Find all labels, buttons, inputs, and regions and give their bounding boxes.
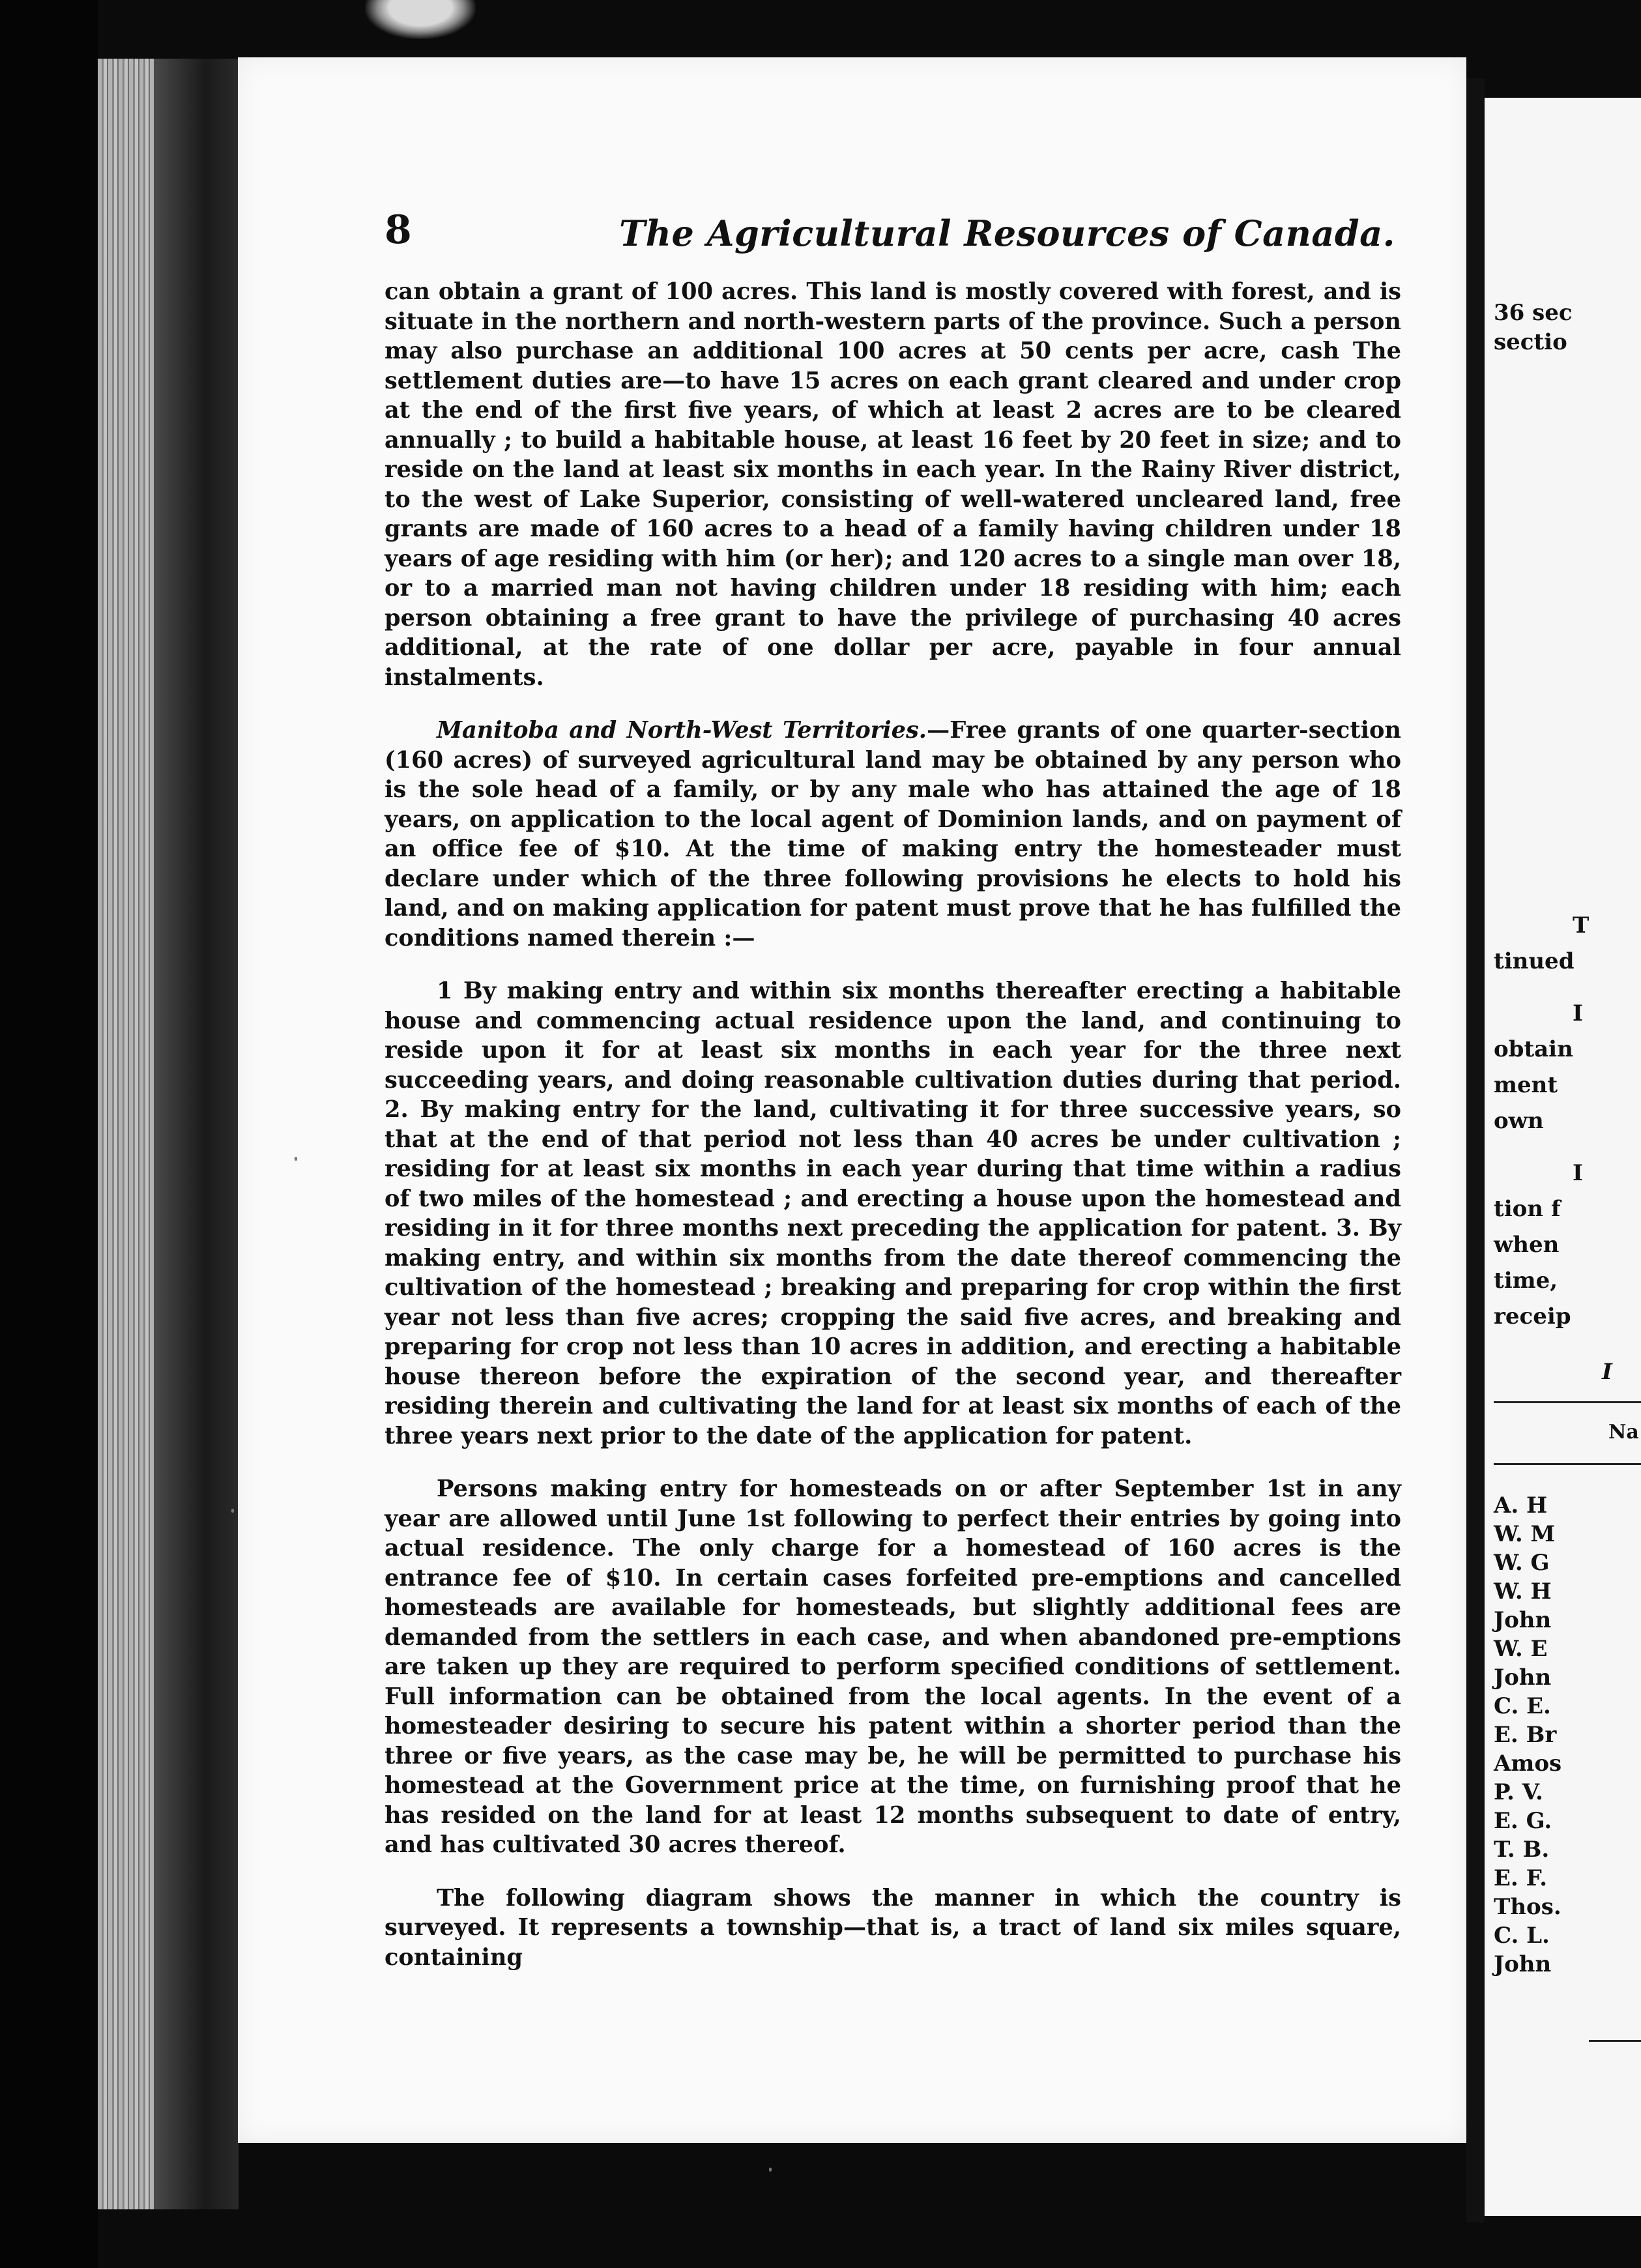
fragment-line: ment — [1494, 1072, 1558, 1098]
paragraph-ontario-grants: can obtain a grant of 100 acres. This land is mostly covered with forest, and is situate in the northern and north-western parts of the province. Such a person may also purchase an additional 100 acres at 50 cents per acre, cash The settlement duties are—to have 15 acres on each grant cleared and under crop at the end of the first five years, of which at least 2 acres are to be cleared annually ; to build a habitable house, at least 16 feet by 20 feet in size; and to reside on the land at least six months in each year. In the Rainy River district, to the west of Lake Superior, consisting of well-watered uncleared land, free grants are made of 160 acres to a head of a family having children under 18 years of age residing with him (or her); and 120 acres to a single man over 18, or to a married man not having children under 18 residing with him; each person obtaining a free grant to have the privilege of purchasing 40 acres additional, at the rate of one dollar per acre, payable in four annual instalments. — [385, 278, 1401, 691]
fragment-line: I — [1602, 1359, 1612, 1385]
table-rule-bottom — [1589, 2040, 1641, 2042]
body-text — [385, 277, 1401, 1990]
table-name-cell: E. G. — [1494, 1808, 1552, 1834]
section-heading-manitoba: Manitoba and North-West Territories. — [437, 717, 927, 744]
table-name-cell: Thos. — [1494, 1894, 1561, 1920]
table-name-cell: A. H — [1494, 1492, 1548, 1519]
fragment-line: time, — [1494, 1268, 1558, 1294]
fragment-line: when — [1494, 1232, 1560, 1258]
page-number: 8 — [385, 207, 412, 253]
table-rule-top — [1494, 1401, 1641, 1403]
scan-speck — [295, 1157, 297, 1161]
fragment-line: T — [1573, 912, 1590, 938]
fragment-line: I — [1573, 1160, 1583, 1186]
fragment-line: 36 sec — [1494, 300, 1573, 326]
fragment-line: sectio — [1494, 329, 1567, 355]
running-title: The Agricultural Resources of Canada. — [619, 212, 1395, 254]
book-gutter-right — [1466, 78, 1485, 2222]
table-name-cell: Amos — [1494, 1751, 1562, 1777]
paragraph-diagram-intro: The following diagram shows the manner in which the country is surveyed. It represents a township—that is, a tract of land six miles square, containing — [385, 1884, 1401, 1971]
table-name-cell: John — [1494, 1665, 1552, 1691]
fragment-line: own — [1494, 1108, 1544, 1134]
facing-page-fragment — [1485, 98, 1641, 2216]
fragment-line: receip — [1494, 1303, 1571, 1330]
table-name-cell: John — [1494, 1951, 1552, 1977]
scan-artifact — [365, 0, 476, 39]
book-spine-shadow — [154, 59, 239, 2209]
fragment-line: obtain — [1494, 1036, 1573, 1062]
table-name-cell: C. E. — [1494, 1693, 1551, 1719]
fragment-line: I — [1573, 1000, 1583, 1026]
table-name-cell: C. L. — [1494, 1923, 1550, 1949]
scan-speck — [769, 2168, 772, 2172]
scan-left-border — [0, 0, 98, 2268]
table-name-cell: W. M — [1494, 1521, 1556, 1547]
table-rule-header — [1494, 1463, 1641, 1465]
table-column-header: Na — [1608, 1421, 1639, 1444]
table-name-cell: E. F. — [1494, 1865, 1548, 1891]
paragraph-homestead-entry: Persons making entry for homesteads on or after September 1st in any year are allowed until June 1st following to perfect their entries by going into actual residence. The only charge for a homestead of 160 acres is the entrance fee of $10. In certain cases forfeited pre-emptions and cancelled homesteads are available for homesteads, but slightly additional fees are demanded from the settlers in each case, and when abandoned pre-emptions are taken up they are required to perform specified conditions of settlement. Full information can be obtained from the local agents. In the event of a homesteader desiring to secure his patent within a shorter period than the three or five years, as the case may be, he will be permitted to purchase his homestead at the Government price at the time, on furnishing proof that he has resided on the land for at least 12 months subsequent to date of entry, and has cultivated 30 acres thereof. — [385, 1476, 1401, 1858]
table-name-cell: John — [1494, 1607, 1552, 1633]
table-name-cell: P. V. — [1494, 1779, 1543, 1805]
running-header — [385, 207, 1545, 266]
fragment-line: tinued — [1494, 948, 1575, 974]
fragment-line: tion f — [1494, 1196, 1561, 1222]
paragraph-provisions: 1 By making entry and within six months thereafter erecting a habitable house and commencing actual residence upon the land, and continuing to reside upon it for at least six months in each year for the three next succeeding years, and doing reasonable cultivation duties during that period. 2. By making entry for the land, cultivating it for three successive years, so that at the end of that period not less than 40 acres be under cultivation ; residing for at least six months in each year during that time within a radius of two miles of the homestead ; and erecting a house upon the homestead and residing in it for three months next preceding the application for patent. 3. By making entry, and within six months from the date thereof commencing the cultivation of the homestead ; breaking and preparing for crop within the first year not less than five acres; cropping the said five acres, and breaking and preparing for crop not less than 10 acres in addition, and erecting a habitable house thereon before the expiration of the second year, and thereafter residing therein and cultivating the land for at least six months of each of the three years next prior to the date of the application for patent. — [385, 978, 1401, 1449]
paragraph-manitoba — [385, 716, 1401, 953]
scan-speck — [231, 1509, 234, 1513]
table-name-cell: W. E — [1494, 1636, 1548, 1662]
table-name-cell: W. G — [1494, 1550, 1550, 1576]
table-name-cell: T. B. — [1494, 1837, 1550, 1863]
table-name-cell: W. H — [1494, 1578, 1552, 1605]
paragraph-manitoba-text: —Free grants of one quarter-section (160 acres) of surveyed agricultural land may be obtained by any person who is the sole head of a family, or by any male who has attained the age of 18 years, on application to the local agent of Dominion lands, and on payment of an office fee of $10. At the time of making entry the homesteader must declare under which of the three following provisions he elects to hold his land, and on making application for patent must prove that he has fulfilled the conditions named therein :— — [385, 717, 1402, 952]
table-name-cell: E. Br — [1494, 1722, 1557, 1748]
